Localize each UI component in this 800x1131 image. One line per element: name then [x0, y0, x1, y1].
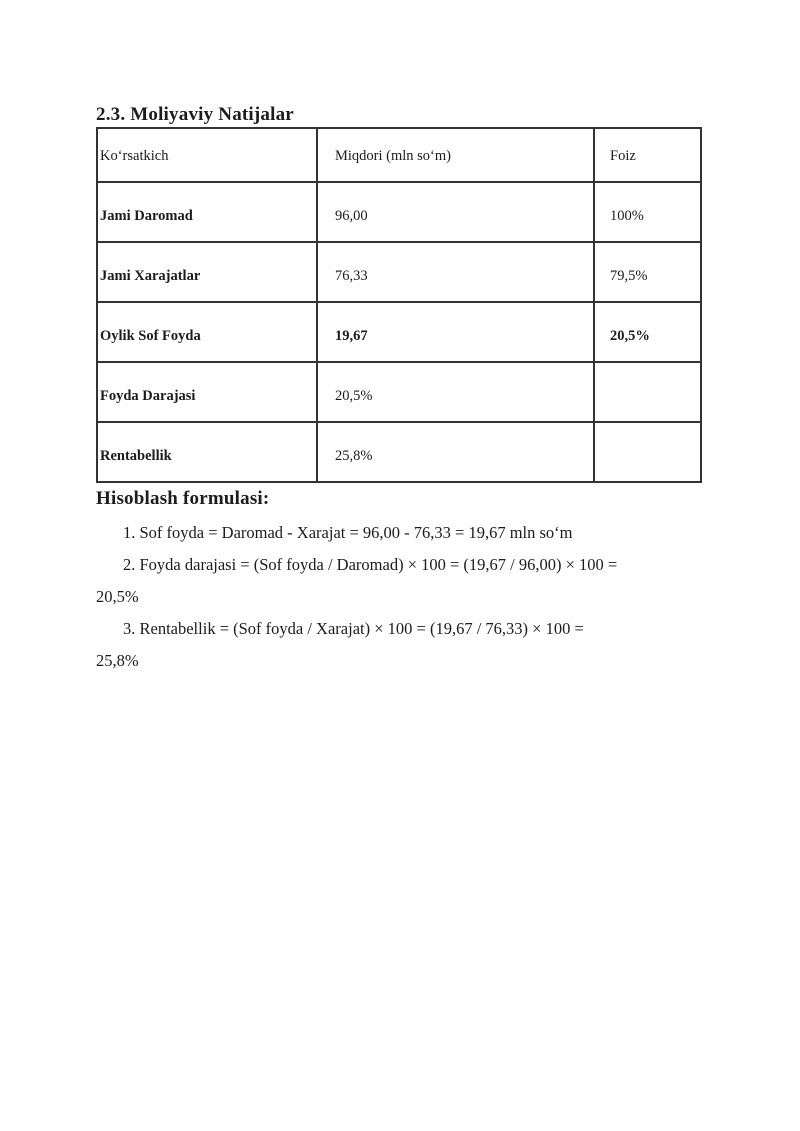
row-percent: 100% — [594, 182, 701, 242]
row-value: 19,67 — [317, 302, 594, 362]
table-row-rentabellik — [97, 422, 701, 482]
column-header-korsatkich: Ko‘rsatkich — [97, 128, 317, 182]
section-title: 2.3. Moliyaviy Natijalar — [96, 104, 294, 125]
row-percent: 79,5% — [594, 242, 701, 302]
formula-item-3-continuation: 25,8% — [96, 651, 139, 670]
row-percent — [594, 422, 701, 482]
table-row-oylik-sof-foyda — [97, 302, 701, 362]
table-row-jami-daromad — [97, 182, 701, 242]
row-label: Jami Xarajatlar — [97, 242, 317, 302]
document-content — [96, 103, 700, 677]
row-value: 96,00 — [317, 182, 594, 242]
formula-item-2: 2. Foyda darajasi = (Sof foyda / Daromad) × 100 = (19,67 / 96,00) × 100 = — [123, 555, 618, 574]
row-label: Rentabellik — [97, 422, 317, 482]
column-header-miqdori: Miqdori (mln so‘m) — [317, 128, 594, 182]
row-label: Jami Daromad — [97, 182, 317, 242]
table-header-row — [97, 128, 701, 182]
row-value: 20,5% — [317, 362, 594, 422]
row-label: Foyda Darajasi — [97, 362, 317, 422]
row-percent — [594, 362, 701, 422]
table-row-jami-xarajatlar — [97, 242, 701, 302]
formula-item-3: 3. Rentabellik = (Sof foyda / Xarajat) × 100 = (19,67 / 76,33) × 100 = — [123, 619, 584, 638]
formulas-list — [96, 517, 700, 677]
row-value: 25,8% — [317, 422, 594, 482]
formula-item-1: 1. Sof foyda = Daromad - Xarajat = 96,00 - 76,33 = 19,67 mln so‘m — [123, 523, 573, 542]
table-row-foyda-darajasi — [97, 362, 701, 422]
row-value: 76,33 — [317, 242, 594, 302]
formula-item-2-continuation: 20,5% — [96, 587, 139, 606]
row-label: Oylik Sof Foyda — [97, 302, 317, 362]
column-header-foiz: Foiz — [594, 128, 701, 182]
financial-results-table — [96, 127, 702, 483]
row-percent: 20,5% — [594, 302, 701, 362]
formulas-heading: Hisoblash formulasi: — [96, 488, 270, 509]
